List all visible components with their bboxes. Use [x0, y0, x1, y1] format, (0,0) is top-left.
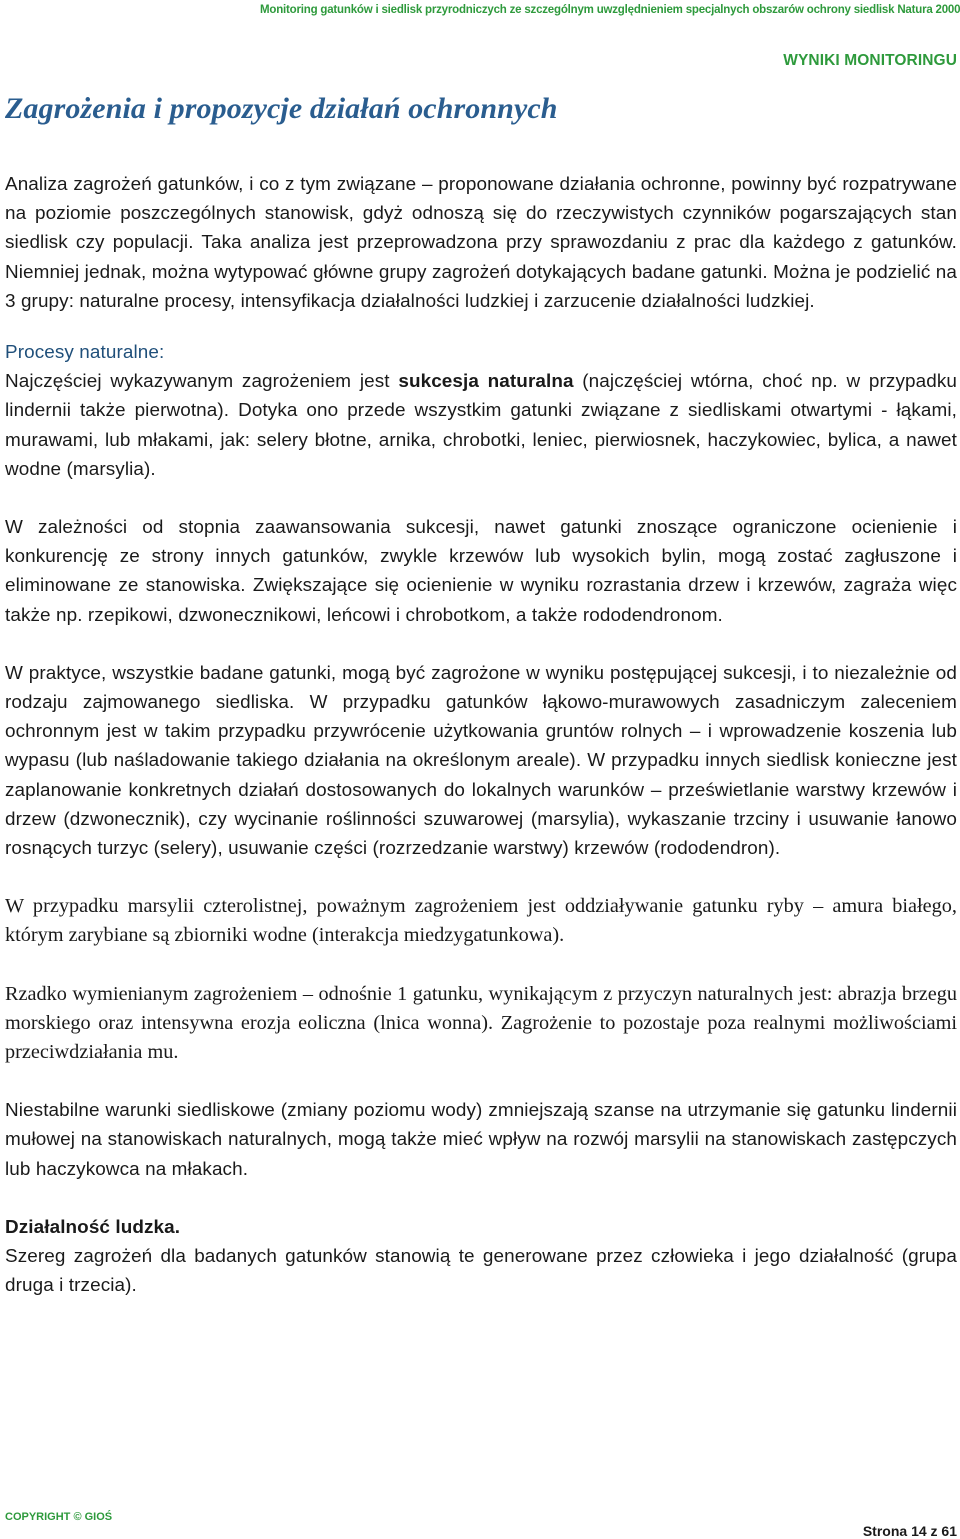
page-title: Zagrożenia i propozycje działań ochronnych	[5, 92, 558, 125]
unstable-conditions-paragraph: Niestabilne warunki siedliskowe (zmiany poziomu wody) zmniejszają szanse na utrzymanie się gatunku lindernii mułowej na stanowiskach naturalnych, mogą także mieć wpływ na rozwój marsylii na stanowiskach zastępczych lub haczykowca na młakach.	[5, 1100, 957, 1180]
footer-page-number: Strona 14 z 61	[862, 1523, 957, 1539]
natural-text-b: (najczęściej wtórna, choć np. w przypadku lindernii także pierwotna). Dotyka ono przede wszystkim gatunki związane z siedliskami otwartymi - łąkami, murawami, lub młakami, jak: selery błotne, arnika, chrobotki, leniec, pierwiosnek, haczykowiec, bylica, a nawet wodne (marsylia).	[5, 371, 957, 480]
natural-processes-heading: Procesy naturalne:	[5, 342, 165, 364]
succession-paragraph: W zależności od stopnia zaawansowania sukcesji, nawet gatunki znoszące ograniczone ocienienie i konkurencję ze strony innych gatunków, zwykle krzewów lub wysokich bylin, mogą zostać zagłuszone i eliminowane ze stanowiska. Zwiększające się ocienienie w wyniku rozrastania drzew i krzewów, zagraża więc także np. rzepikowi, dzwonecznikowi, leńcowi i chrobotkom, a także rododendronom.	[5, 517, 957, 626]
natural-processes-paragraph	[5, 367, 957, 484]
rare-threat-paragraph: Rzadko wymienianym zagrożeniem – odnośnie 1 gatunku, wynikającym z przyczyn naturalnych jest: abrazja brzegu morskiego oraz intensywna erozja eoliczna (lnica wonna). Zagrożenie to pozostaje poza realnymi możliwościami przeciwdziałania mu.	[5, 982, 957, 1064]
intro-paragraph: Analiza zagrożeń gatunków, i co z tym związane – proponowane działania ochronne, powinny być rozpatrywane na poziomie poszczególnych stanowisk, gdyż odnoszą się do rzeczywistych czynników pogarszających stan siedlisk czy populacji. Taka analiza jest przeprowadzona przy sprawozdaniu z prac dla każdego z gatunków. Niemniej jednak, można wytypować główne grupy zagrożeń dotykających badane gatunki. Można je podzielić na 3 grupy: naturalne procesy, intensyfikacja działalności ludzkiej i zarzucenie działalności ludzkiej.	[5, 174, 957, 312]
practice-paragraph: W praktyce, wszystkie badane gatunki, mogą być zagrożone w wyniku postępującej sukcesji, i to niezależnie od rodzaju zajmowanego siedliska. W przypadku gatunków łąkowo-murawowych zasadniczym zaleceniem ochronnym jest w takim przypadku przywrócenie użytkowania gruntów rolnych – i wprowadzenie koszenia lub wypasu (lub naśladowanie takiego działania na określonym areale). W przypadku innych siedlisk konieczne jest zaplanowanie konkretnych działań dostosowanych do lokalnych warunków – prześwietlanie warstwy krzewów i drzew (dzwonecznik), czy wycinanie roślinności szuwarowej (marsylia), wykaszanie trzciny i usuwanie łanowo rosnących turzyc (selery), usuwanie części (rozrzedzanie warstwy) krzewów (rododendron).	[5, 662, 957, 860]
human-activity-heading: Działalność ludzka.	[5, 1216, 181, 1238]
section-label: WYNIKI MONITORINGU	[783, 52, 957, 69]
natural-text-bold: sukcesja naturalna	[398, 371, 574, 393]
running-header: Monitoring gatunków i siedlisk przyrodniczych ze szczególnym uwzględnieniem specjalnych obszarów ochrony siedlisk Natura 2000	[260, 4, 960, 16]
footer-copyright: COPYRIGHT © GIOŚ	[5, 1511, 113, 1523]
marsylia-paragraph: W przypadku marsylii czterolistnej, poważnym zagrożeniem jest oddziaływanie gatunku ryby – amura białego, którym zarybiane są zbiorniki wodne (interakcja miedzygatunkowa).	[5, 895, 957, 947]
human-activity-paragraph: Szereg zagrożeń dla badanych gatunków stanowią te generowane przez człowieka i jego działalność (grupa druga i trzecia).	[5, 1246, 957, 1297]
document-body	[5, 170, 957, 1301]
natural-text-a: Najczęściej wykazywanym zagrożeniem jest	[5, 371, 399, 393]
